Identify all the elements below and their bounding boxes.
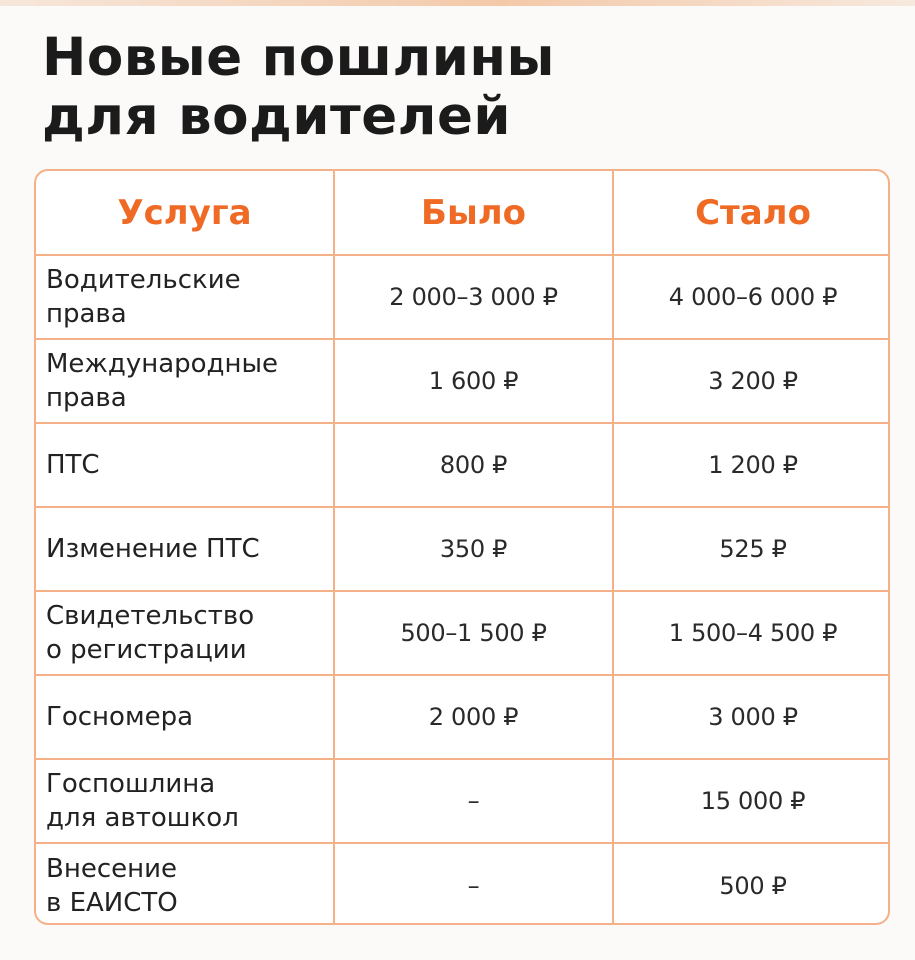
- service-line: Внесение: [46, 853, 178, 884]
- table-row: [36, 423, 890, 507]
- header-service: Услуга: [36, 171, 334, 255]
- header-before: Было: [334, 171, 613, 255]
- before-cell: 1 600 ₽: [334, 339, 613, 423]
- after-cell: 525 ₽: [613, 507, 890, 591]
- page-title: [42, 28, 555, 146]
- service-line: Свидетельство: [46, 601, 255, 631]
- service-line: Госпошлина: [46, 769, 216, 799]
- decorative-top-strip: [0, 0, 915, 6]
- before-cell: 350 ₽: [334, 507, 613, 591]
- table-row: [36, 255, 890, 339]
- page-title-line-2: для водителей: [42, 86, 512, 147]
- after-cell: 4 000–6 000 ₽: [613, 255, 890, 339]
- service-cell: [36, 255, 334, 339]
- service-cell: [36, 507, 334, 591]
- after-cell: 3 000 ₽: [613, 675, 890, 759]
- before-cell: 2 000 ₽: [334, 675, 613, 759]
- service-line: Изменение ПТС: [46, 534, 260, 564]
- service-cell: [36, 843, 334, 925]
- before-cell: 2 000–3 000 ₽: [334, 255, 613, 339]
- table-row: [36, 339, 890, 423]
- table-row: [36, 843, 890, 925]
- service-line: в ЕАИСТО: [46, 887, 178, 918]
- before-cell: 500–1 500 ₽: [334, 591, 613, 675]
- service-line: Госномера: [46, 702, 194, 732]
- service-line: о регистрации: [46, 635, 247, 665]
- service-cell: [36, 759, 334, 843]
- table-row: [36, 507, 890, 591]
- page-title-line-1: Новые пошлины: [42, 27, 555, 88]
- fees-table-container: [34, 169, 890, 925]
- table-row: [36, 591, 890, 675]
- after-cell: 1 200 ₽: [613, 423, 890, 507]
- before-cell: 800 ₽: [334, 423, 613, 507]
- service-cell: [36, 675, 334, 759]
- after-cell: 500 ₽: [613, 843, 890, 925]
- fees-table: [36, 171, 890, 925]
- service-cell: [36, 423, 334, 507]
- service-line: права: [46, 383, 127, 413]
- service-cell: [36, 339, 334, 423]
- after-cell: 1 500–4 500 ₽: [613, 591, 890, 675]
- header-after: Стало: [613, 171, 890, 255]
- service-line: ПТС: [46, 450, 100, 480]
- table-row: [36, 759, 890, 843]
- table-header-row: [36, 171, 890, 255]
- service-cell: [36, 591, 334, 675]
- service-line: права: [46, 299, 127, 329]
- after-cell: 3 200 ₽: [613, 339, 890, 423]
- table-row: [36, 675, 890, 759]
- service-line: Водительские: [46, 265, 241, 295]
- after-cell: 15 000 ₽: [613, 759, 890, 843]
- service-line: для автошкол: [46, 803, 239, 833]
- service-line: Международные: [46, 349, 279, 379]
- before-cell: –: [334, 843, 613, 925]
- before-cell: –: [334, 759, 613, 843]
